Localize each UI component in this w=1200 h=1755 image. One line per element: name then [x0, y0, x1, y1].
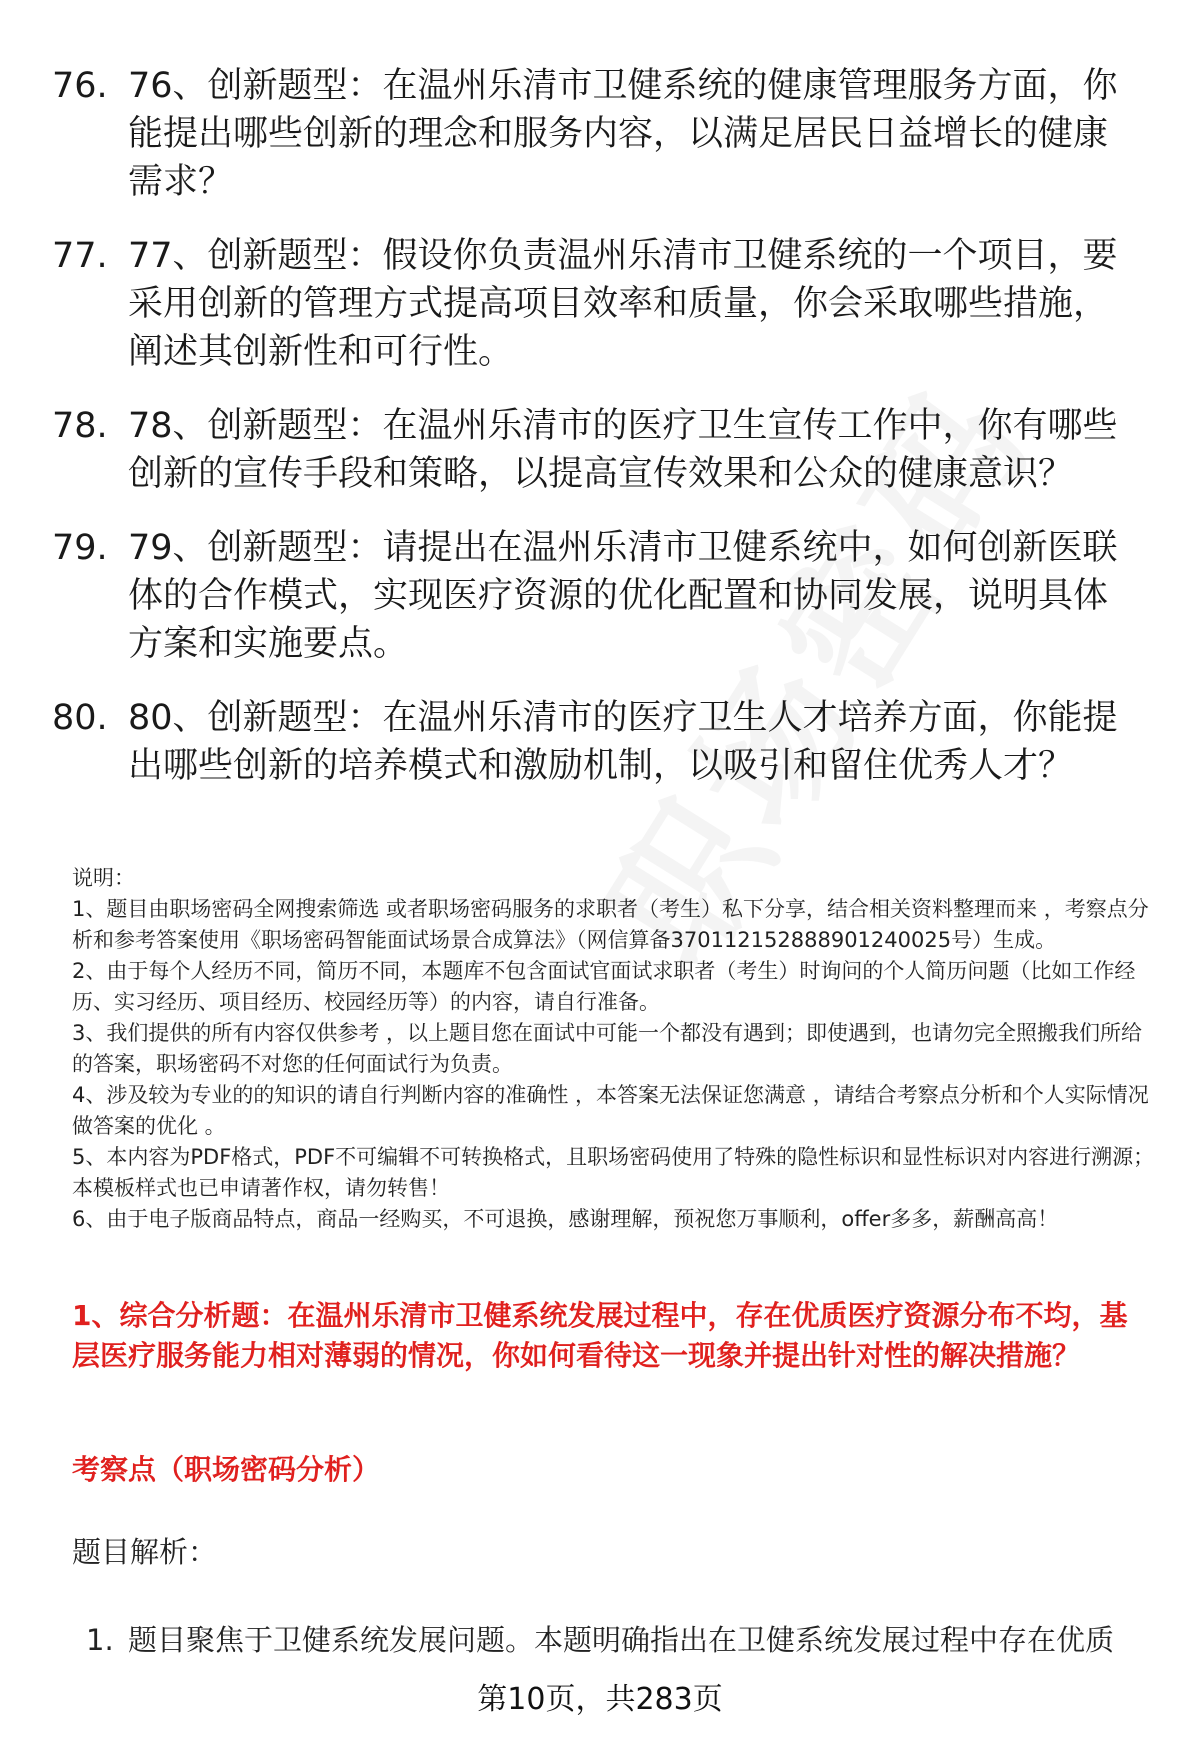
list-item [52, 232, 1152, 376]
analysis-point [86, 1620, 1166, 1660]
note-item: 4、涉及较为专业的的知识的请自行判断内容的准确性 ，本答案无法保证您满意 ，请结合考察点分析和个人实际情况做答案的优化 。 [72, 1083, 1149, 1138]
page-footer: 第10页，共283页 [477, 1682, 723, 1717]
question-text: 76、创新题型：在温州乐清市卫健系统的健康管理服务方面，你能提出哪些创新的理念和服务内容，以满足居民日益增长的健康需求？ [128, 66, 1118, 202]
question-text: 78、创新题型：在温州乐清市的医疗卫生宣传工作中，你有哪些创新的宣传手段和策略，以提高宣传效果和公众的健康意识？ [128, 406, 1118, 494]
list-item [52, 402, 1152, 498]
note-item: 5、本内容为PDF格式，PDF不可编辑不可转换格式，且职场密码使用了特殊的隐性标识和显性标识对内容进行溯源；本模板样式也已申请著作权，请勿转售！ [72, 1145, 1155, 1200]
note-item: 1、题目由职场密码全网搜索筛选 或者职场密码服务的求职者（考生）私下分享，结合相关资料整理而来 ，考察点分析和参考答案使用《职场密码智能面试场景合成算法》（网信算备370112152888901240025号）生成。 [72, 897, 1149, 952]
exam-point-heading: 考察点（职场密码分析） [72, 1453, 381, 1486]
question-number: 79. [52, 528, 108, 568]
list-item [52, 524, 1152, 668]
question-number: 78. [52, 406, 108, 446]
notes-section [72, 863, 1162, 1235]
question-text: 77、创新题型：假设你负责温州乐清市卫健系统的一个项目，要采用创新的管理方式提高项目效率和质量，你会采取哪些措施，阐述其创新性和可行性。 [128, 236, 1118, 372]
notes-title: 说明： [72, 866, 135, 890]
analysis-point-number: 1. [86, 1623, 114, 1657]
list-item [52, 62, 1152, 206]
note-item: 6、由于电子版商品特点，商品一经购买，不可退换，感谢理解，预祝您万事顺利，offer多多，薪酬高高！ [72, 1207, 1059, 1231]
question-number: 77. [52, 236, 108, 276]
question-text: 79、创新题型：请提出在温州乐清市卫健系统中，如何创新医联体的合作模式，实现医疗资源的优化配置和协同发展，说明具体方案和实施要点。 [128, 528, 1118, 664]
analysis-label: 题目解析： [72, 1535, 218, 1569]
question-number: 76. [52, 66, 108, 106]
question-number: 80. [52, 698, 108, 738]
analysis-point-text: 题目聚焦于卫健系统发展问题。本题明确指出在卫健系统发展过程中存在优质 [128, 1623, 1115, 1657]
question-text: 80、创新题型：在温州乐清市的医疗卫生人才培养方面，你能提出哪些创新的培养模式和激励机制，以吸引和留住优秀人才？ [128, 698, 1118, 786]
note-item: 3、我们提供的所有内容仅供参考 ，以上题目您在面试中可能一个都没有遇到；即使遇到，也请勿完全照搬我们所给的答案，职场密码不对您的任何面试行为负责。 [72, 1021, 1143, 1076]
main-question-heading: 1、综合分析题：在温州乐清市卫健系统发展过程中，存在优质医疗资源分布不均，基层医疗服务能力相对薄弱的情况，你如何看待这一现象并提出针对性的解决措施？ [72, 1299, 1128, 1372]
note-item: 2、由于每个人经历不同，简历不同，本题库不包含面试官面试求职者（考生）时询问的个人简历问题（比如工作经历、实习经历、项目经历、校园经历等）的内容，请自行准备。 [72, 959, 1136, 1014]
question-list [52, 62, 1152, 816]
list-item [52, 694, 1152, 790]
